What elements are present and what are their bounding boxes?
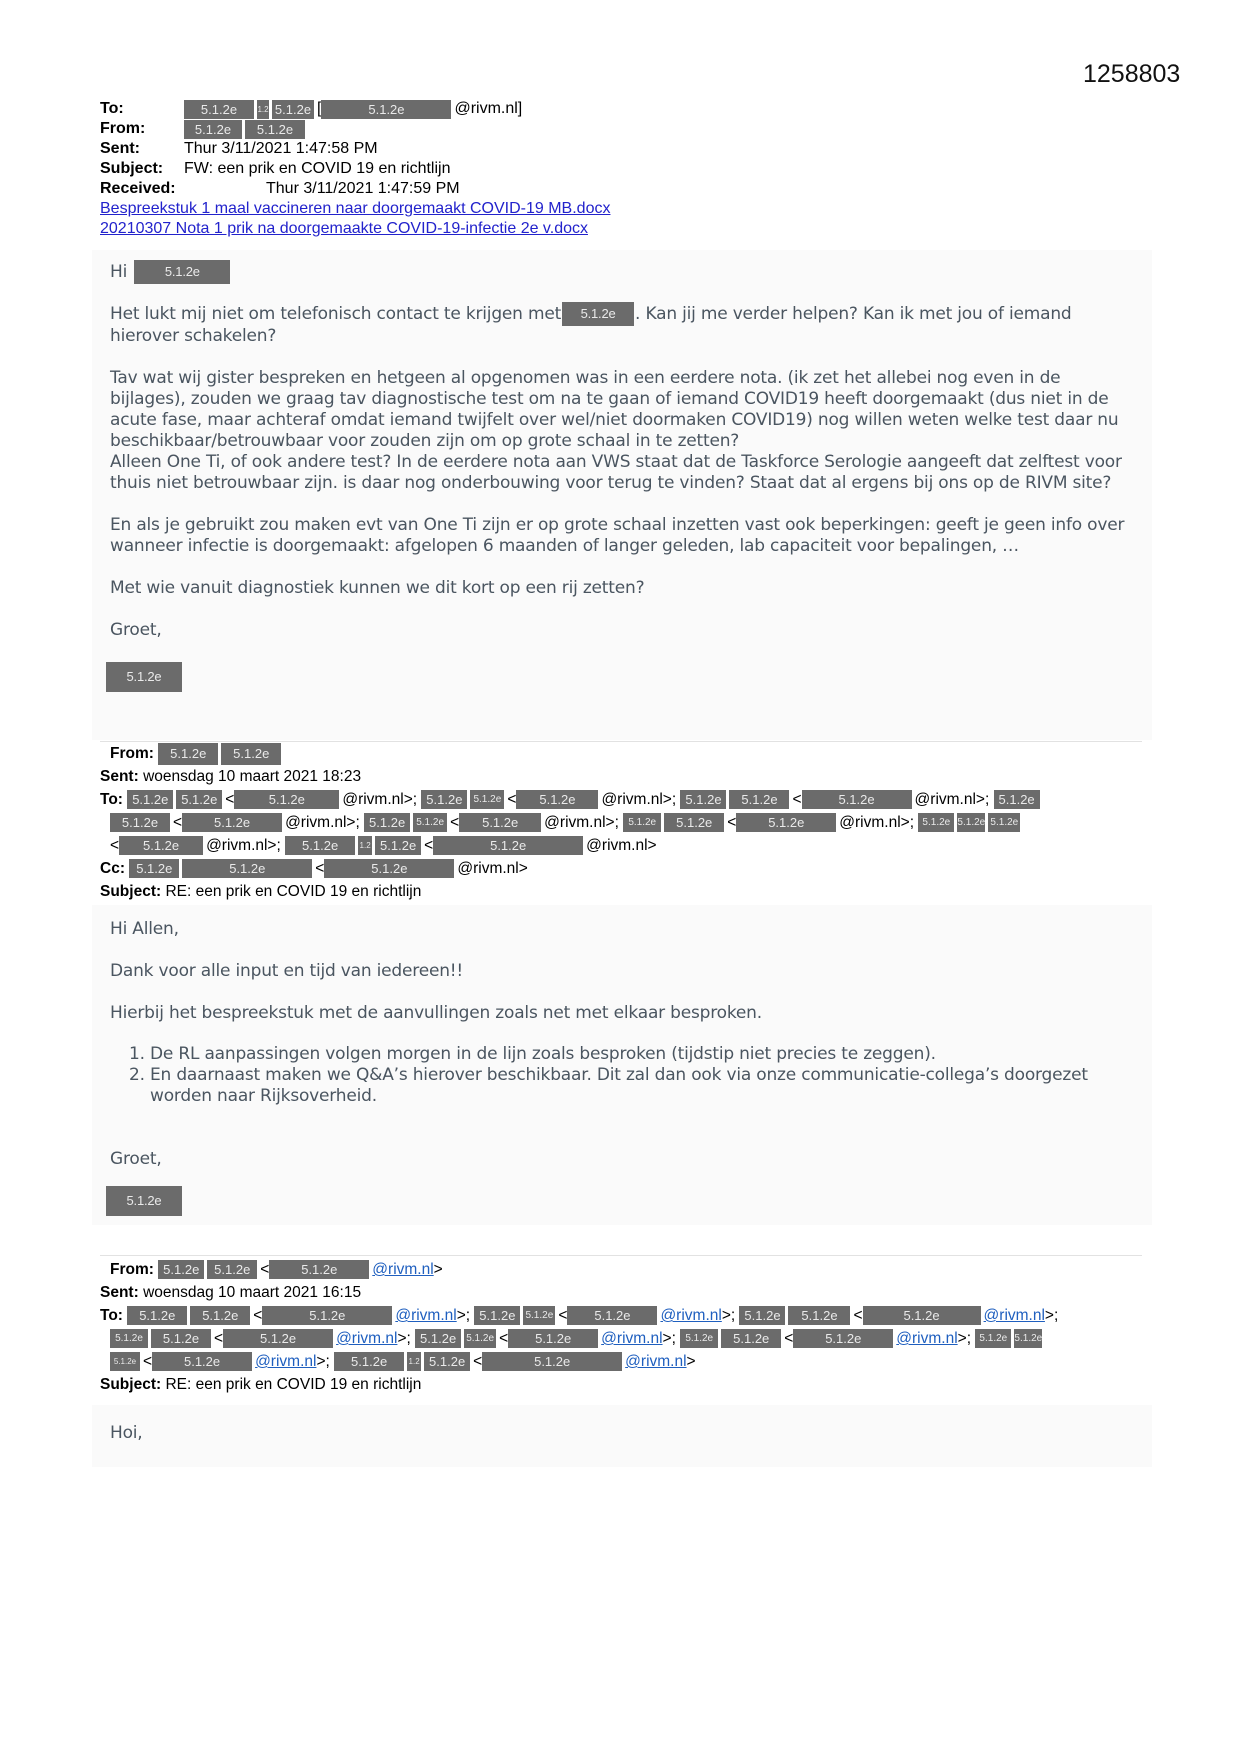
redaction: 5.1.2e [151, 1329, 211, 1348]
redaction: 5.1.2e [127, 790, 173, 809]
greeting: Hoi, [110, 1423, 143, 1443]
gt: >; [397, 1330, 411, 1347]
cc-label: Cc: [100, 860, 125, 877]
to-row-continued [100, 811, 1043, 834]
redaction: 5.1.2e [793, 1329, 893, 1348]
attachment-link-1[interactable]: Bespreekstuk 1 maal vaccineren naar doorgemaakt COVID-19 MB.docx [100, 200, 611, 217]
bracket: [ [317, 100, 322, 117]
sent-label: Sent: [100, 1284, 139, 1301]
redaction: 5.1.2e [234, 790, 339, 809]
redaction: 5.1.2e [1014, 1329, 1042, 1348]
gt: >; [957, 1330, 972, 1347]
redaction: 5.1.2e [421, 790, 467, 809]
lt: < [143, 1353, 153, 1370]
lt: < [853, 1307, 863, 1324]
redaction: 5.1.2e [110, 1352, 140, 1371]
redaction: 5.1.2e [127, 1306, 187, 1325]
redaction: 5.1.2e [994, 790, 1040, 809]
signature-redaction: 5.1.2e [106, 1186, 182, 1216]
redaction: 5.1.2e [508, 1329, 598, 1348]
redaction: 5.1.2e [152, 1352, 252, 1371]
gt: > [433, 1261, 443, 1278]
gt: >; [721, 1307, 736, 1324]
gt: >; [316, 1353, 330, 1370]
redaction: 5.1.2e [375, 836, 421, 855]
redaction: 5.1.2e [788, 1306, 850, 1325]
to-row-continued [100, 1327, 1058, 1350]
domain: @rivm.nl>; [544, 814, 619, 831]
redaction: 5.1.2e [474, 1306, 520, 1325]
redaction: 5.1.2e [680, 1329, 718, 1348]
redaction: 5.1.2e [223, 1329, 333, 1348]
redaction: 1.2 [257, 100, 269, 119]
greeting [110, 260, 1130, 284]
email-link[interactable]: @rivm.nl [336, 1330, 398, 1347]
gt: >; [1044, 1307, 1059, 1324]
redaction: 5.1.2e [802, 790, 912, 809]
received-label: Received: [100, 180, 176, 197]
numbered-list [110, 1044, 1130, 1107]
redaction: 5.1.2e [482, 1352, 622, 1371]
paragraph [110, 302, 1130, 347]
attachment-link-2[interactable]: 20210307 Nota 1 prik na doorgemaakte COVID-19-infectie 2e v.docx [100, 220, 588, 237]
message-1-panel [92, 250, 1152, 740]
from-row [100, 742, 1043, 765]
lt: < [253, 1307, 263, 1324]
lt: < [450, 814, 460, 831]
redaction: 5.1.2e [245, 120, 305, 139]
domain: @rivm.nl>; [342, 791, 418, 808]
redaction: 5.1.2e [269, 1260, 369, 1279]
paragraph: Dank voor alle input en tijd van iedereen!! [110, 961, 464, 981]
received-value: Thur 3/11/2021 1:47:59 PM [266, 180, 460, 197]
from-label: From: [110, 745, 154, 762]
redaction: 5.1.2e [664, 813, 724, 832]
lt: < [507, 791, 517, 808]
paragraph: En als je gebruikt zou maken evt van One Ti zijn er op grote schaal inzetten vast ook beperkingen: geeft je geen info over wanneer infectie is doorgemaakt: afgelopen 6 maanden of langer geleden, lab capaciteit voor bepalingen, … [110, 515, 1125, 556]
redaction: 5.1.2e [221, 743, 281, 765]
redaction: 5.1.2e [470, 790, 504, 809]
lt: < [473, 1353, 483, 1370]
redaction: 5.1.2e [272, 100, 314, 119]
lt: < [499, 1330, 509, 1347]
gt: >; [456, 1307, 471, 1324]
to-label: To: [100, 791, 123, 808]
signature-redaction: 5.1.2e [106, 662, 182, 692]
sent-row [100, 1281, 1058, 1304]
received-row [100, 179, 610, 199]
attachment-row [100, 219, 610, 239]
redaction: 5.1.2e [562, 302, 634, 326]
document-id: 1258803 [1083, 60, 1181, 88]
lt: < [315, 860, 325, 877]
redaction: 5.1.2e [285, 836, 355, 855]
separator [100, 1255, 1142, 1256]
paragraph: Met wie vanuit diagnostiek kunnen we dit kort op een rij zetten? [110, 578, 645, 598]
domain: @rivm.nl> [457, 860, 528, 877]
from-label: From: [110, 1261, 154, 1278]
redaction: 5.1.2e [158, 1260, 204, 1279]
domain: @rivm.nl> [586, 837, 657, 854]
redaction: 5.1.2e [424, 1352, 470, 1371]
redaction: 5.1.2e [129, 859, 179, 878]
redaction: 5.1.2e [207, 1260, 257, 1279]
domain: @rivm.nl>; [285, 814, 360, 831]
redaction: 5.1.2e [721, 1329, 781, 1348]
redaction: 5.1.2e [119, 836, 203, 855]
subject-row [100, 880, 1043, 903]
redaction: 5.1.2e [184, 100, 254, 119]
redaction: 5.1.2e [364, 813, 410, 832]
redaction: 1.2 [407, 1352, 421, 1371]
redaction: 5.1.2e [134, 260, 230, 284]
lt: < [784, 1330, 794, 1347]
message-2-header [100, 742, 1043, 903]
redaction: 5.1.2e [334, 1352, 404, 1371]
email-link[interactable]: @rivm.nl [660, 1307, 722, 1324]
message-2-panel [92, 905, 1152, 1225]
redaction: 5.1.2e [736, 813, 836, 832]
redaction: 5.1.2e [863, 1306, 981, 1325]
paragraph: Tav wat wij gister bespreken en hetgeen al opgenomen was in een eerdere nota. (ik zet het allebei nog even in de bijlages), zouden we graag tav diagnostische test om na te gaan of iemand COVID19 heeft doorgemaakt (dus niet in de acute fase, maar achteraf omdat iemand twijfelt over wel/niet doormaken COVID19) nog willen weten welke test daar nu beschikbaar/betrouwbaar voor zouden zijn om op grote schaal in te zetten? [110, 368, 1119, 451]
email-link[interactable]: @rivm.nl [896, 1330, 958, 1347]
from-row [100, 1258, 1058, 1281]
email-link[interactable]: @rivm.nl [255, 1353, 317, 1370]
lt: < [173, 814, 183, 831]
email-link[interactable]: @rivm.nl [601, 1330, 663, 1347]
text: . Kan jij me verder helpen? Kan ik met jou of iemand hierover schakelen? [110, 304, 1072, 346]
lt: < [727, 814, 737, 831]
to-row [100, 99, 610, 119]
redaction: 5.1.2e [988, 813, 1020, 832]
lt: < [792, 791, 802, 808]
lt: < [558, 1307, 568, 1324]
closing: Groet, [110, 620, 162, 640]
to-row [100, 788, 1043, 811]
paragraph: Alleen One Ti, of ook andere test? In de eerdere nota aan VWS staat dat de Taskforce Serologie aangeeft dat zelftest voor thuis niet betrouwbaar zijn. is daar nog onderbouwing voor terug te vinden? Staat dat al ergens bij ons op de RIVM site? [110, 452, 1122, 493]
redaction: 5.1.2e [623, 813, 661, 832]
subject-value: FW: een prik en COVID 19 en richtlijn [184, 160, 451, 177]
sent-label: Sent: [100, 768, 139, 785]
redaction: 5.1.2e [459, 813, 541, 832]
redaction: 5.1.2e [110, 1329, 148, 1348]
sent-row [100, 765, 1043, 788]
outer-email-header [100, 99, 610, 239]
to-row-continued [100, 834, 1043, 857]
redaction: 5.1.2e [262, 1306, 392, 1325]
sent-value: woensdag 10 maart 2021 16:15 [143, 1284, 362, 1301]
email-link[interactable]: @rivm.nl [625, 1353, 687, 1370]
lt: < [225, 791, 235, 808]
lt: < [110, 837, 120, 854]
subject-value: RE: een prik en COVID 19 en richtlijn [165, 883, 422, 900]
to-label: To: [100, 1307, 123, 1324]
text: Het lukt mij niet om telefonisch contact te krijgen met [110, 304, 562, 324]
redaction: 5.1.2e [413, 813, 447, 832]
redaction: 5.1.2e [729, 790, 789, 809]
redaction: 5.1.2e [433, 836, 583, 855]
greeting-text: Hi [110, 262, 128, 282]
subject-value: RE: een prik en COVID 19 en richtlijn [165, 1376, 422, 1393]
sent-row [100, 139, 610, 159]
subject-label: Subject: [100, 1376, 162, 1393]
redaction: 5.1.2e [190, 1306, 250, 1325]
message-3-header [100, 1258, 1058, 1396]
from-row [100, 119, 610, 139]
subject-label: Subject: [100, 160, 164, 177]
redaction: 5.1.2e [516, 790, 598, 809]
email-link[interactable]: @rivm.nl [983, 1307, 1045, 1324]
sent-value: woensdag 10 maart 2021 18:23 [143, 768, 362, 785]
redaction: 5.1.2e [182, 859, 312, 878]
subject-row [100, 1373, 1058, 1396]
redaction: 5.1.2e [739, 1306, 785, 1325]
redaction: 5.1.2e [184, 120, 242, 139]
redaction: 5.1.2e [176, 790, 222, 809]
to-label: To: [100, 100, 124, 117]
to-domain: @rivm.nl] [454, 100, 523, 117]
redaction: 5.1.2e [918, 813, 954, 832]
redaction: 5.1.2e [957, 813, 985, 832]
redaction: 5.1.2e [415, 1329, 461, 1348]
sent-label: Sent: [100, 140, 140, 157]
domain: @rivm.nl>; [839, 814, 915, 831]
subject-label: Subject: [100, 883, 162, 900]
domain: @rivm.nl>; [601, 791, 677, 808]
domain: @rivm.nl>; [914, 791, 990, 808]
list-item: 1. De RL aanpassingen volgen morgen in de lijn zoals besproken (tijdstip niet precies te zeggen). [150, 1044, 1130, 1065]
redaction: 5.1.2e [321, 100, 451, 119]
redaction: 5.1.2e [523, 1306, 555, 1325]
redaction: 5.1.2e [567, 1306, 657, 1325]
redaction: 5.1.2e [182, 813, 282, 832]
list-item: 2. En daarnaast maken we Q&A’s hierover beschikbaar. Dit zal dan ook via onze communicatie-collega’s doorgezet worden naar Rijksoverheid. [150, 1065, 1130, 1107]
redaction: 5.1.2e [464, 1329, 496, 1348]
lt: < [214, 1330, 224, 1347]
closing: Groet, [110, 1149, 162, 1169]
email-link[interactable]: @rivm.nl [372, 1261, 434, 1278]
redaction: 5.1.2e [110, 813, 170, 832]
to-row-continued [100, 1350, 1058, 1373]
message-3-panel [92, 1405, 1152, 1467]
to-row [100, 1304, 1058, 1327]
redaction: 5.1.2e [324, 859, 454, 878]
domain: @rivm.nl>; [206, 837, 281, 854]
attachment-row [100, 199, 610, 219]
cc-row [100, 857, 1043, 880]
greeting: Hi Allen, [110, 919, 179, 939]
subject-row [100, 159, 610, 179]
sent-value: Thur 3/11/2021 1:47:58 PM [184, 140, 378, 157]
email-link[interactable]: @rivm.nl [395, 1307, 457, 1324]
redaction: 5.1.2e [975, 1329, 1011, 1348]
lt: < [260, 1261, 270, 1278]
redaction: 1.2 [358, 836, 372, 855]
paragraph: Hierbij het bespreekstuk met de aanvullingen zoals net met elkaar besproken. [110, 1003, 762, 1023]
gt: >; [662, 1330, 676, 1347]
from-label: From: [100, 120, 146, 137]
redaction: 5.1.2e [158, 743, 218, 765]
gt: > [686, 1353, 696, 1370]
lt: < [424, 837, 434, 854]
redaction: 5.1.2e [680, 790, 726, 809]
